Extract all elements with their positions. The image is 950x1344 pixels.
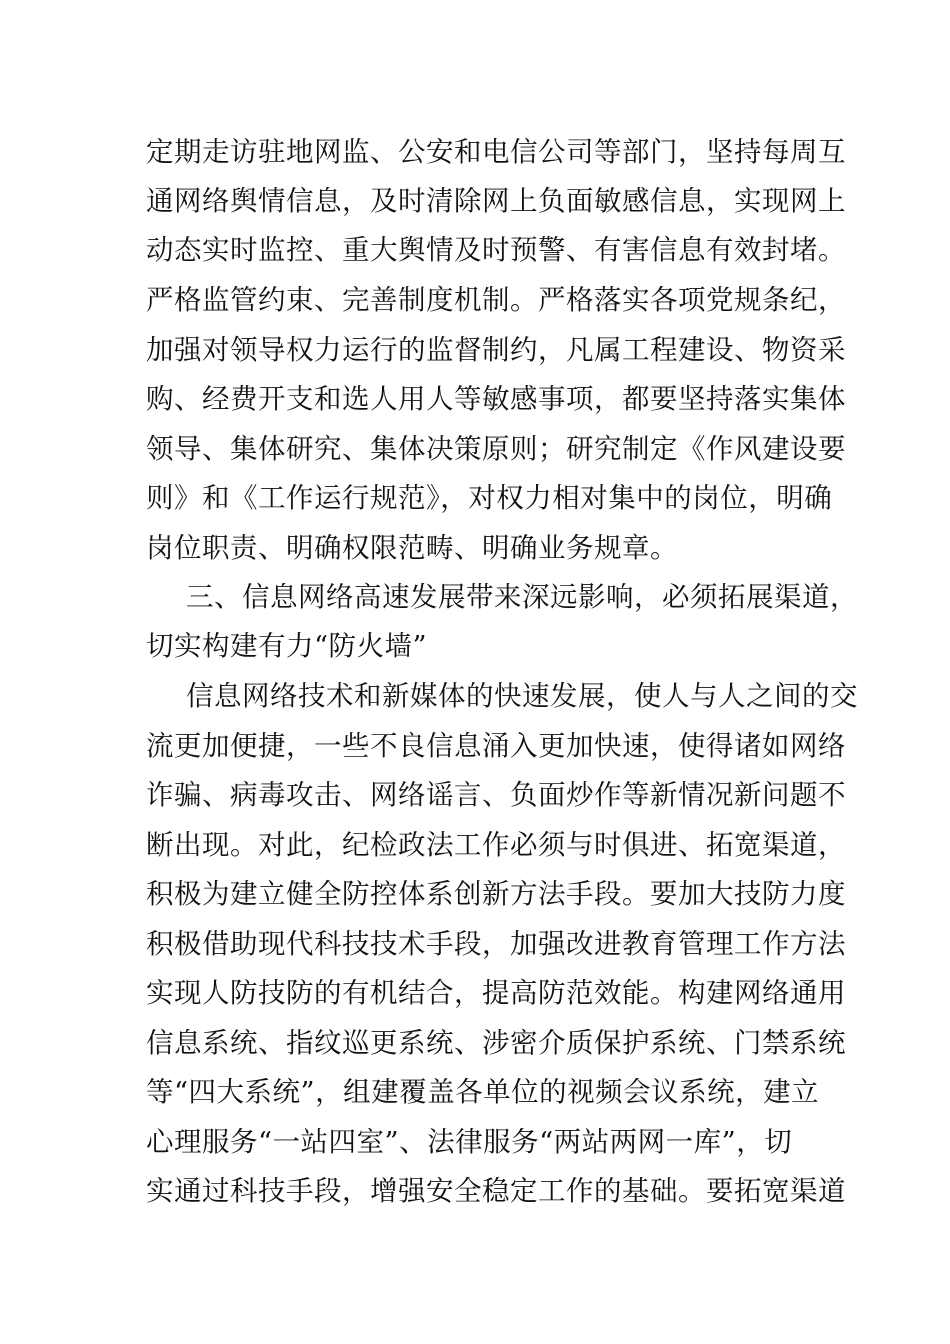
text-line: 积极借助现代科技技术手段，加强改进教育管理工作方法: [146, 928, 846, 960]
text-line: 购、经费开支和选人用人等敏感事项，都要坚持落实集体: [146, 383, 846, 415]
text-line: 岗位职责、明确权限范畴、明确业务规章。: [146, 532, 678, 564]
text-line: 流更加便捷，一些不良信息涌入更加快速，使得诸如网络: [146, 730, 846, 762]
text-line: 实通过科技手段，增强安全稳定工作的基础。要拓宽渠道: [146, 1175, 846, 1207]
text-line: 实现人防技防的有机结合，提高防范效能。构建网络通用: [146, 977, 846, 1009]
text-line: 等“四大系统”，组建覆盖各单位的视频会议系统，建立: [146, 1076, 820, 1108]
text-line: 领导、集体研究、集体决策原则；研究制定《作风建设要: [146, 433, 846, 465]
text-line: 严格监管约束、完善制度机制。严格落实各项党规条纪，: [146, 284, 846, 316]
text-line: 信息网络技术和新媒体的快速发展，使人与人之间的交: [186, 680, 858, 712]
text-line: 通网络舆情信息，及时清除网上负面敏感信息，实现网上: [146, 185, 846, 217]
text-line: 心理服务“一站四室”、法律服务“两站两网一库”，切: [146, 1126, 793, 1158]
text-line: 定期走访驻地网监、公安和电信公司等部门，坚持每周互: [146, 136, 846, 168]
text-line: 诈骗、病毒攻击、网络谣言、负面炒作等新情况新问题不: [146, 779, 846, 811]
text-line: 断出现。对此，纪检政法工作必须与时俱进、拓宽渠道，: [146, 829, 846, 861]
text-line: 则》和《工作运行规范》，对权力相对集中的岗位，明确: [146, 482, 833, 514]
section-heading-line: 三、信息网络高速发展带来深远影响，必须拓展渠道，: [186, 581, 858, 613]
text-line: 积极为建立健全防控体系创新方法手段。要加大技防力度: [146, 878, 846, 910]
text-line: 动态实时监控、重大舆情及时预警、有害信息有效封堵。: [146, 234, 846, 266]
text-line: 信息系统、指纹巡更系统、涉密介质保护系统、门禁系统: [146, 1027, 846, 1059]
section-heading-line: 切实构建有力“防火墙”: [146, 630, 428, 662]
text-line: 加强对领导权力运行的监督制约，凡属工程建设、物资采: [146, 334, 846, 366]
